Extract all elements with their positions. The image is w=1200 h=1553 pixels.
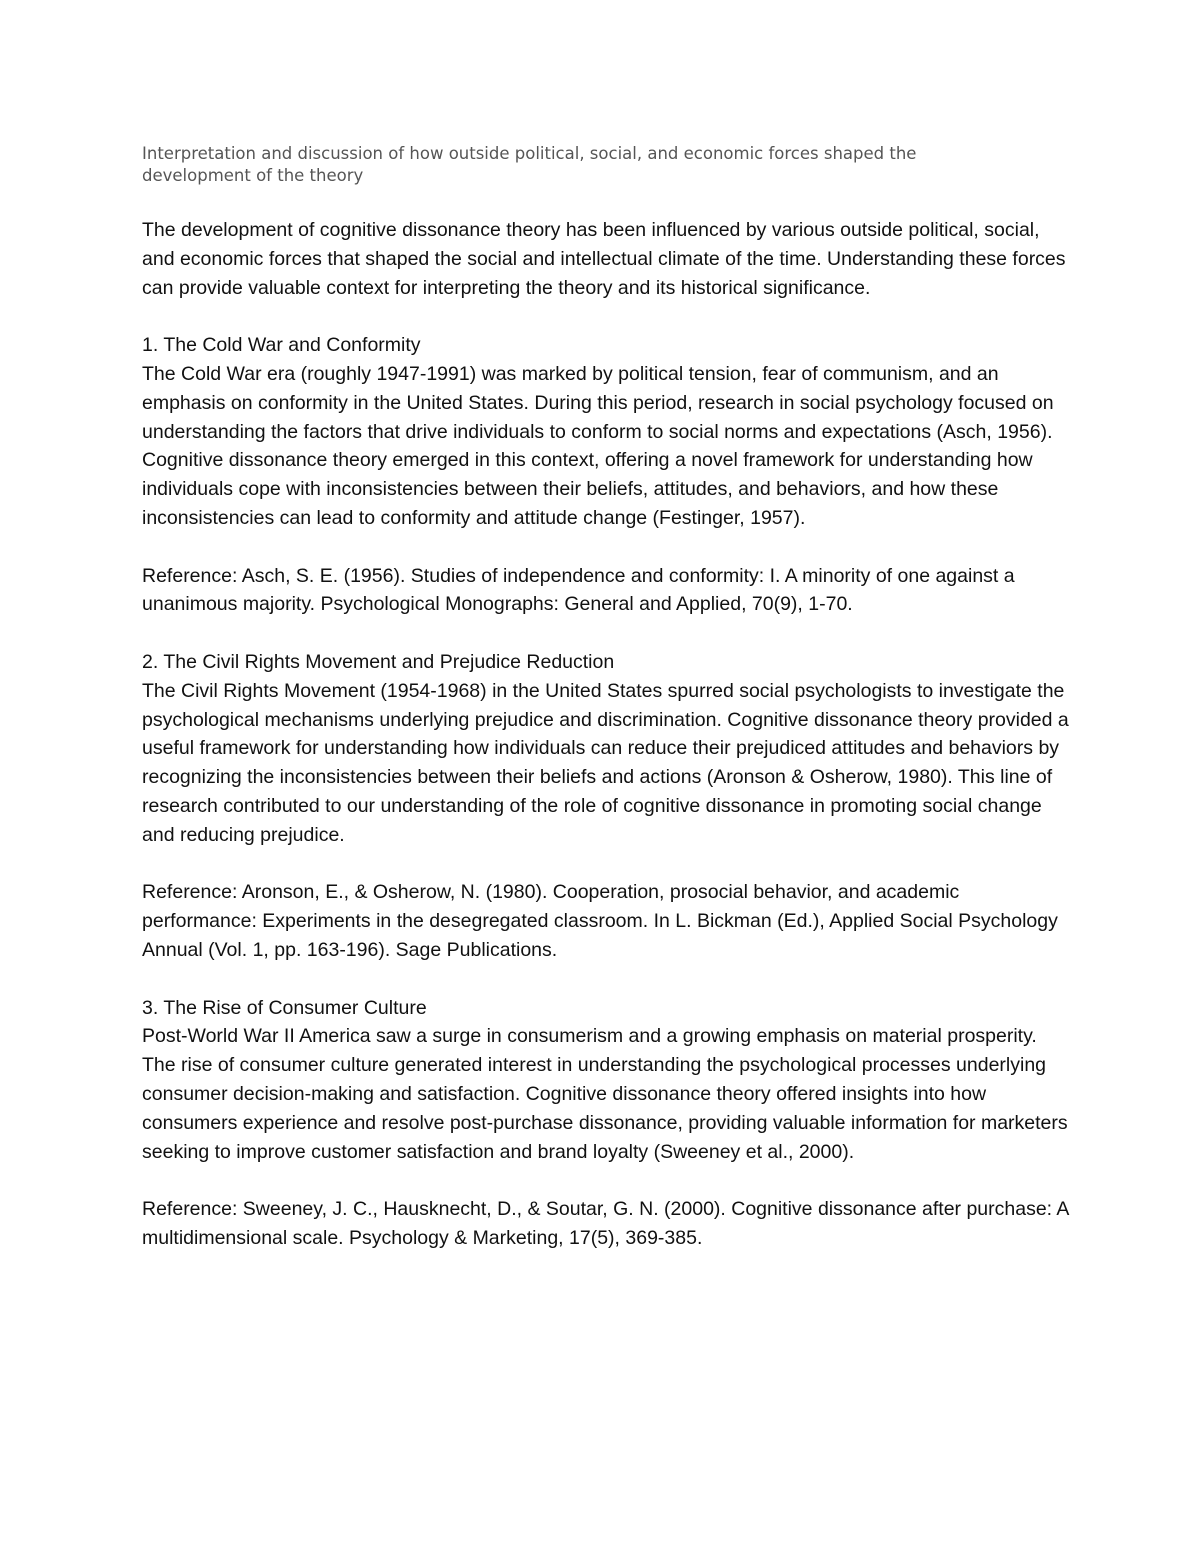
section-body: The Cold War era (roughly 1947-1991) was marked by political tension, fear of communism, and an emphasis on conformity in the United States. During this period, research in social psychology focused on understanding the factors that drive individuals to conform to social norms and expectations (Asch, 1956). Cognitive dissonance theory emerged in this context, offering a novel framework for understanding how individuals cope with inconsistencies between their beliefs, attitudes, and behaviors, and how these inconsistencies can lead to conformity and attitude change (Festinger, 1957). xyxy=(142,362,1054,529)
section-body: Post-World War II America saw a surge in consumerism and a growing emphasis on material prosperity. The rise of consumer culture generated interest in understanding the psychological processes underlying consumer decision-making and satisfaction. Cognitive dissonance theory offered insights into how consumers experience and resolve post-purchase dissonance, providing valuable information for marketers seeking to improve customer satisfaction and brand loyalty (Sweeney et al., 2000). xyxy=(142,1025,1068,1163)
section-heading: 1. The Cold War and Conformity xyxy=(142,334,421,357)
section-civil-rights xyxy=(142,648,1072,850)
section-consumer-culture xyxy=(142,994,1072,1167)
section-heading: 2. The Civil Rights Movement and Prejudice Reduction xyxy=(142,650,615,673)
section-cold-war xyxy=(142,331,1072,533)
section-heading: 3. The Rise of Consumer Culture xyxy=(142,996,427,1019)
section-reference: Reference: Aronson, E., & Osherow, N. (1980). Cooperation, prosocial behavior, and academic performance: Experiments in the desegregated classroom. In L. Bickman (Ed.), Applied Social Psychology Annual (Vol. 1, pp. 163-196). Sage Publications. xyxy=(142,881,1058,961)
section-reference: Reference: Asch, S. E. (1956). Studies of independence and conformity: I. A minority of one against a unanimous majority. Psychological Monographs: General and Applied, 70(9), 1-70. xyxy=(142,564,1015,616)
section-reference: Reference: Sweeney, J. C., Hausknecht, D., & Soutar, G. N. (2000). Cognitive dissonance after purchase: A multidimensional scale. Psychology & Marketing, 17(5), 369-385. xyxy=(142,1198,1069,1249)
intro-paragraph: The development of cognitive dissonance theory has been influenced by various outside political, social, and economic forces that shaped the social and intellectual climate of the time. Understanding these forces can provide valuable context for interpreting the theory and its historical significance. xyxy=(142,219,1066,299)
prompt-heading: Interpretation and discussion of how outside political, social, and economic forces shaped the development of the theory xyxy=(142,144,917,185)
document-body xyxy=(142,216,1072,1281)
section-body: The Civil Rights Movement (1954-1968) in the United States spurred social psychologists to investigate the psychological mechanisms underlying prejudice and discrimination. Cognitive dissonance theory provided a useful framework for understanding how individuals can reduce their prejudiced attitudes and behaviors by recognizing the inconsistencies between their beliefs and actions (Aronson & Osherow, 1980). This line of research contributed to our understanding of the role of cognitive dissonance in promoting social change and reducing prejudice. xyxy=(142,679,1069,846)
